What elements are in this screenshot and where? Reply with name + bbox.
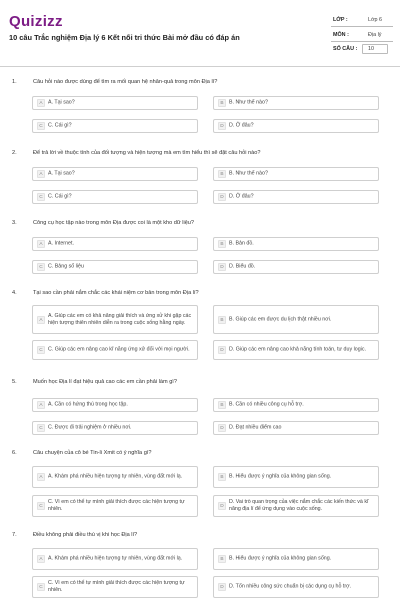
page-header bbox=[0, 0, 400, 66]
option-key: A bbox=[37, 240, 45, 248]
count-box bbox=[362, 44, 388, 54]
option-key: B bbox=[218, 240, 226, 248]
question-text: Để trả lời về thuộc tính của đối tượng và hiện tượng mà em tìm hiểu thì sẽ đặt câu hỏi nào? bbox=[33, 150, 261, 156]
option-key: C bbox=[37, 193, 45, 201]
option-key: B bbox=[218, 401, 226, 409]
option-b[interactable] bbox=[213, 305, 379, 334]
option-a[interactable] bbox=[32, 305, 198, 334]
option-key: A bbox=[37, 401, 45, 409]
option-text: A. Tại sao? bbox=[48, 170, 75, 177]
option-key: C bbox=[37, 346, 45, 354]
option-text: C. Cái gì? bbox=[48, 193, 72, 200]
option-key: D bbox=[218, 346, 226, 354]
option-b[interactable] bbox=[213, 167, 379, 181]
question-text: Muốn học Địa lí đạt hiệu quả cao các em cần phải làm gì? bbox=[33, 379, 177, 385]
option-a[interactable] bbox=[32, 548, 198, 570]
option-c[interactable] bbox=[32, 190, 198, 204]
option-c[interactable] bbox=[32, 340, 198, 360]
option-a[interactable] bbox=[32, 398, 198, 412]
option-c[interactable] bbox=[32, 421, 198, 435]
meta-value: Lớp 6 bbox=[368, 17, 383, 23]
question-text: Câu hỏi nào được dùng để tìm ra mối quan hệ nhân-quả trong môn Địa lí? bbox=[33, 79, 218, 85]
option-key: A bbox=[37, 473, 45, 481]
option-a[interactable] bbox=[32, 96, 198, 110]
option-text: D. Ở đâu? bbox=[229, 122, 254, 129]
option-a[interactable] bbox=[32, 167, 198, 181]
option-text: B. Bản đồ. bbox=[229, 240, 254, 247]
option-text: A. Khám phá nhiều hiện tượng tự nhiên, vùng đất mới lạ. bbox=[48, 555, 183, 562]
meta-label: MÔN : bbox=[333, 32, 349, 38]
page-title: 10 câu Trắc nghiệm Địa lý 6 Kết nối tri thức Bài mở đầu có đáp án bbox=[9, 33, 240, 42]
question-number: 3. bbox=[12, 220, 17, 226]
option-text: D. Vai trò quan trọng của việc nắm chắc các kiến thức và kĩ năng địa lí để ứng dụng vào cuộc sống. bbox=[229, 499, 369, 512]
option-key: C bbox=[37, 424, 45, 432]
option-d[interactable] bbox=[213, 340, 379, 360]
option-c[interactable] bbox=[32, 260, 198, 274]
option-key: C bbox=[37, 502, 45, 510]
option-text: B. Giúp các em được du lịch thật nhiều nơi. bbox=[229, 316, 332, 322]
question-number: 2. bbox=[12, 150, 17, 156]
option-key: D bbox=[218, 583, 226, 591]
option-b[interactable] bbox=[213, 466, 379, 488]
divider bbox=[331, 26, 393, 27]
option-text: C. Vì em có thể tự mình giải thích được các hiện tượng tự nhiên. bbox=[48, 499, 185, 512]
option-c[interactable] bbox=[32, 119, 198, 133]
option-a[interactable] bbox=[32, 237, 198, 251]
option-text: D. Ở đâu? bbox=[229, 193, 254, 200]
option-text: B. Hiểu được ý nghĩa của không gian sống. bbox=[229, 555, 332, 562]
header-divider bbox=[0, 66, 400, 67]
option-text: A. Internet. bbox=[48, 240, 74, 247]
option-text: C. Giúp các em nâng cao kĩ năng ứng xử đối với mọi người. bbox=[48, 346, 190, 353]
option-text: A. Cần có hứng thú trong học tập. bbox=[48, 401, 128, 408]
option-text: C. Được đi trải nghiệm ở nhiều nơi. bbox=[48, 424, 132, 431]
divider bbox=[331, 41, 393, 42]
option-d[interactable] bbox=[213, 421, 379, 435]
option-d[interactable] bbox=[213, 576, 379, 598]
option-a[interactable] bbox=[32, 466, 198, 488]
meta-subject bbox=[331, 29, 393, 42]
option-c[interactable] bbox=[32, 576, 198, 598]
option-text: D. Biểu đồ. bbox=[229, 263, 256, 270]
question-text: Công cụ học tập nào trong môn Địa được coi là một kho dữ liệu? bbox=[33, 220, 195, 226]
option-text: B. Như thế nào? bbox=[229, 170, 268, 177]
option-key: C bbox=[37, 122, 45, 130]
option-b[interactable] bbox=[213, 548, 379, 570]
option-key: D bbox=[218, 122, 226, 130]
option-key: B bbox=[218, 99, 226, 107]
meta-value: 10 bbox=[368, 46, 374, 52]
option-text: A. Tại sao? bbox=[48, 99, 75, 106]
option-text: B. Như thế nào? bbox=[229, 99, 268, 106]
option-key: B bbox=[218, 170, 226, 178]
option-text: D. Đạt nhiều điểm cao bbox=[229, 424, 282, 431]
option-key: B bbox=[218, 316, 226, 324]
option-text: D. Giúp các em nâng cao khả năng tính toán, tư duy logic. bbox=[229, 346, 366, 353]
question-text: Câu chuyện của cô bé Tin-li Xmit có ý nghĩa gì? bbox=[33, 450, 152, 456]
question-number: 6. bbox=[12, 450, 17, 456]
option-b[interactable] bbox=[213, 398, 379, 412]
question-number: 7. bbox=[12, 532, 17, 538]
option-key: D bbox=[218, 193, 226, 201]
option-d[interactable] bbox=[213, 260, 379, 274]
meta-value: Địa lý bbox=[368, 32, 382, 38]
meta-question-count bbox=[331, 43, 393, 56]
option-text: D. Tốn nhiều công sức chuẩn bị các dụng cụ hỗ trợ. bbox=[229, 583, 352, 590]
option-d[interactable] bbox=[213, 190, 379, 204]
option-text: C. Vì em có thể tự mình giải thích được các hiện tượng tự nhiên. bbox=[48, 580, 185, 593]
option-b[interactable] bbox=[213, 96, 379, 110]
option-c[interactable] bbox=[32, 495, 198, 517]
option-key: B bbox=[218, 555, 226, 563]
meta-grade bbox=[331, 14, 393, 27]
option-text: A. Giúp các em có khả năng giải thích và ứng xử khi gặp các hiện tượng thiên nhiên diễn ra trong cuộc sống hằng ngày. bbox=[48, 312, 192, 326]
option-text: B. Hiểu được ý nghĩa của không gian sống. bbox=[229, 473, 332, 480]
question-number: 5. bbox=[12, 379, 17, 385]
option-text: B. Cần có nhiều công cụ hỗ trợ. bbox=[229, 401, 304, 408]
option-key: A bbox=[37, 99, 45, 107]
option-key: A bbox=[37, 555, 45, 563]
quizizz-logo: Quizizz bbox=[9, 13, 63, 30]
question-number: 4. bbox=[12, 290, 17, 296]
option-d[interactable] bbox=[213, 495, 379, 517]
meta-label: SỐ CÂU : bbox=[333, 46, 358, 52]
option-key: C bbox=[37, 583, 45, 591]
question-text: Tại sao cần phải nắm chắc các khái niệm cơ bản trong môn Địa lí? bbox=[33, 290, 199, 296]
option-text: C. Cái gì? bbox=[48, 122, 72, 129]
option-d[interactable] bbox=[213, 119, 379, 133]
option-key: C bbox=[37, 263, 45, 271]
option-key: D bbox=[218, 502, 226, 510]
option-key: A bbox=[37, 316, 45, 324]
question-number: 1. bbox=[12, 79, 17, 85]
option-text: A. Khám phá nhiều hiện tượng tự nhiên, vùng đất mới lạ. bbox=[48, 473, 183, 480]
meta-label: LỚP : bbox=[333, 17, 348, 23]
option-key: A bbox=[37, 170, 45, 178]
option-b[interactable] bbox=[213, 237, 379, 251]
option-text: C. Bảng số liệu bbox=[48, 263, 84, 270]
option-key: B bbox=[218, 473, 226, 481]
option-key: D bbox=[218, 424, 226, 432]
question-text: Điều không phải điều thú vị khi học Địa lí? bbox=[33, 532, 138, 538]
option-key: D bbox=[218, 263, 226, 271]
